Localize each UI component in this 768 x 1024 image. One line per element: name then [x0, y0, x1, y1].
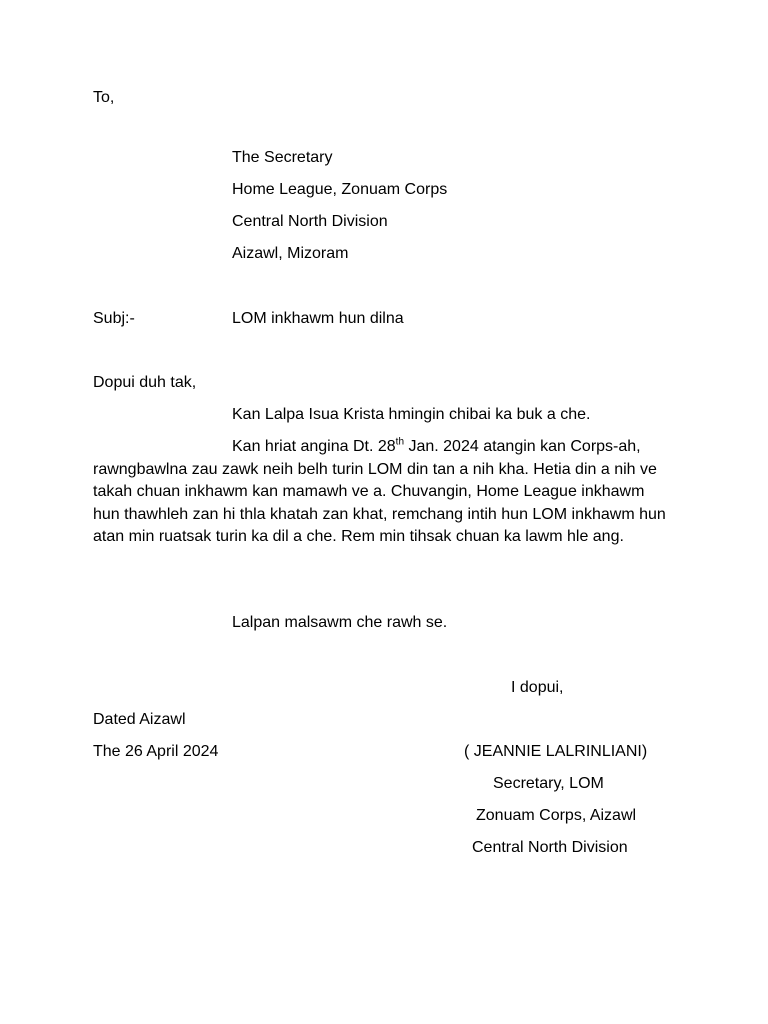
sign-off: I dopui, [511, 679, 564, 696]
dated-date: The 26 April 2024 [93, 743, 219, 760]
sender-org: Zonuam Corps, Aizawl [476, 807, 637, 824]
opening-line: Kan Lalpa Isua Krista hmingin chibai ka buk a che. [232, 406, 591, 423]
subject-label: Subj:- [93, 310, 135, 327]
to-label: To, [93, 89, 115, 106]
subject-text: LOM inkhawm hun dilna [232, 310, 404, 327]
closing-wish: Lalpan malsawm che rawh se. [232, 614, 448, 631]
body-prefix: Kan hriat angina Dt. 28 [232, 438, 396, 455]
greeting: Dopui duh tak, [93, 374, 197, 391]
sender-division: Central North Division [472, 839, 628, 856]
recipient-line-3: Central North Division [232, 213, 388, 230]
recipient-line-1: The Secretary [232, 149, 333, 166]
ordinal-suffix: th [395, 436, 405, 448]
sender-title: Secretary, LOM [493, 775, 604, 792]
recipient-line-4: Aizawl, Mizoram [232, 245, 349, 262]
body-rest: Jan. 2024 atangin kan Corps-ah, rawngbawlna zau zawk neih belh turin LOM din tan a nih kha. Hetia din a nih ve takah chuan inkhawm kan mamawh ve a. Chuvangin, Home League inkhawm hun thawhleh zan hi thla khatah zan khat, remchang intih hun LOM inkhawm hun atan min ruatsak turin ka dil a che. Rem min tihsak chuan ka lawm hle ang. [93, 438, 666, 546]
recipient-line-2: Home League, Zonuam Corps [232, 181, 448, 198]
dated-place: Dated Aizawl [93, 711, 186, 728]
body-paragraph [93, 436, 668, 549]
sender-name: ( JEANNIE LALRINLIANI) [464, 743, 648, 760]
